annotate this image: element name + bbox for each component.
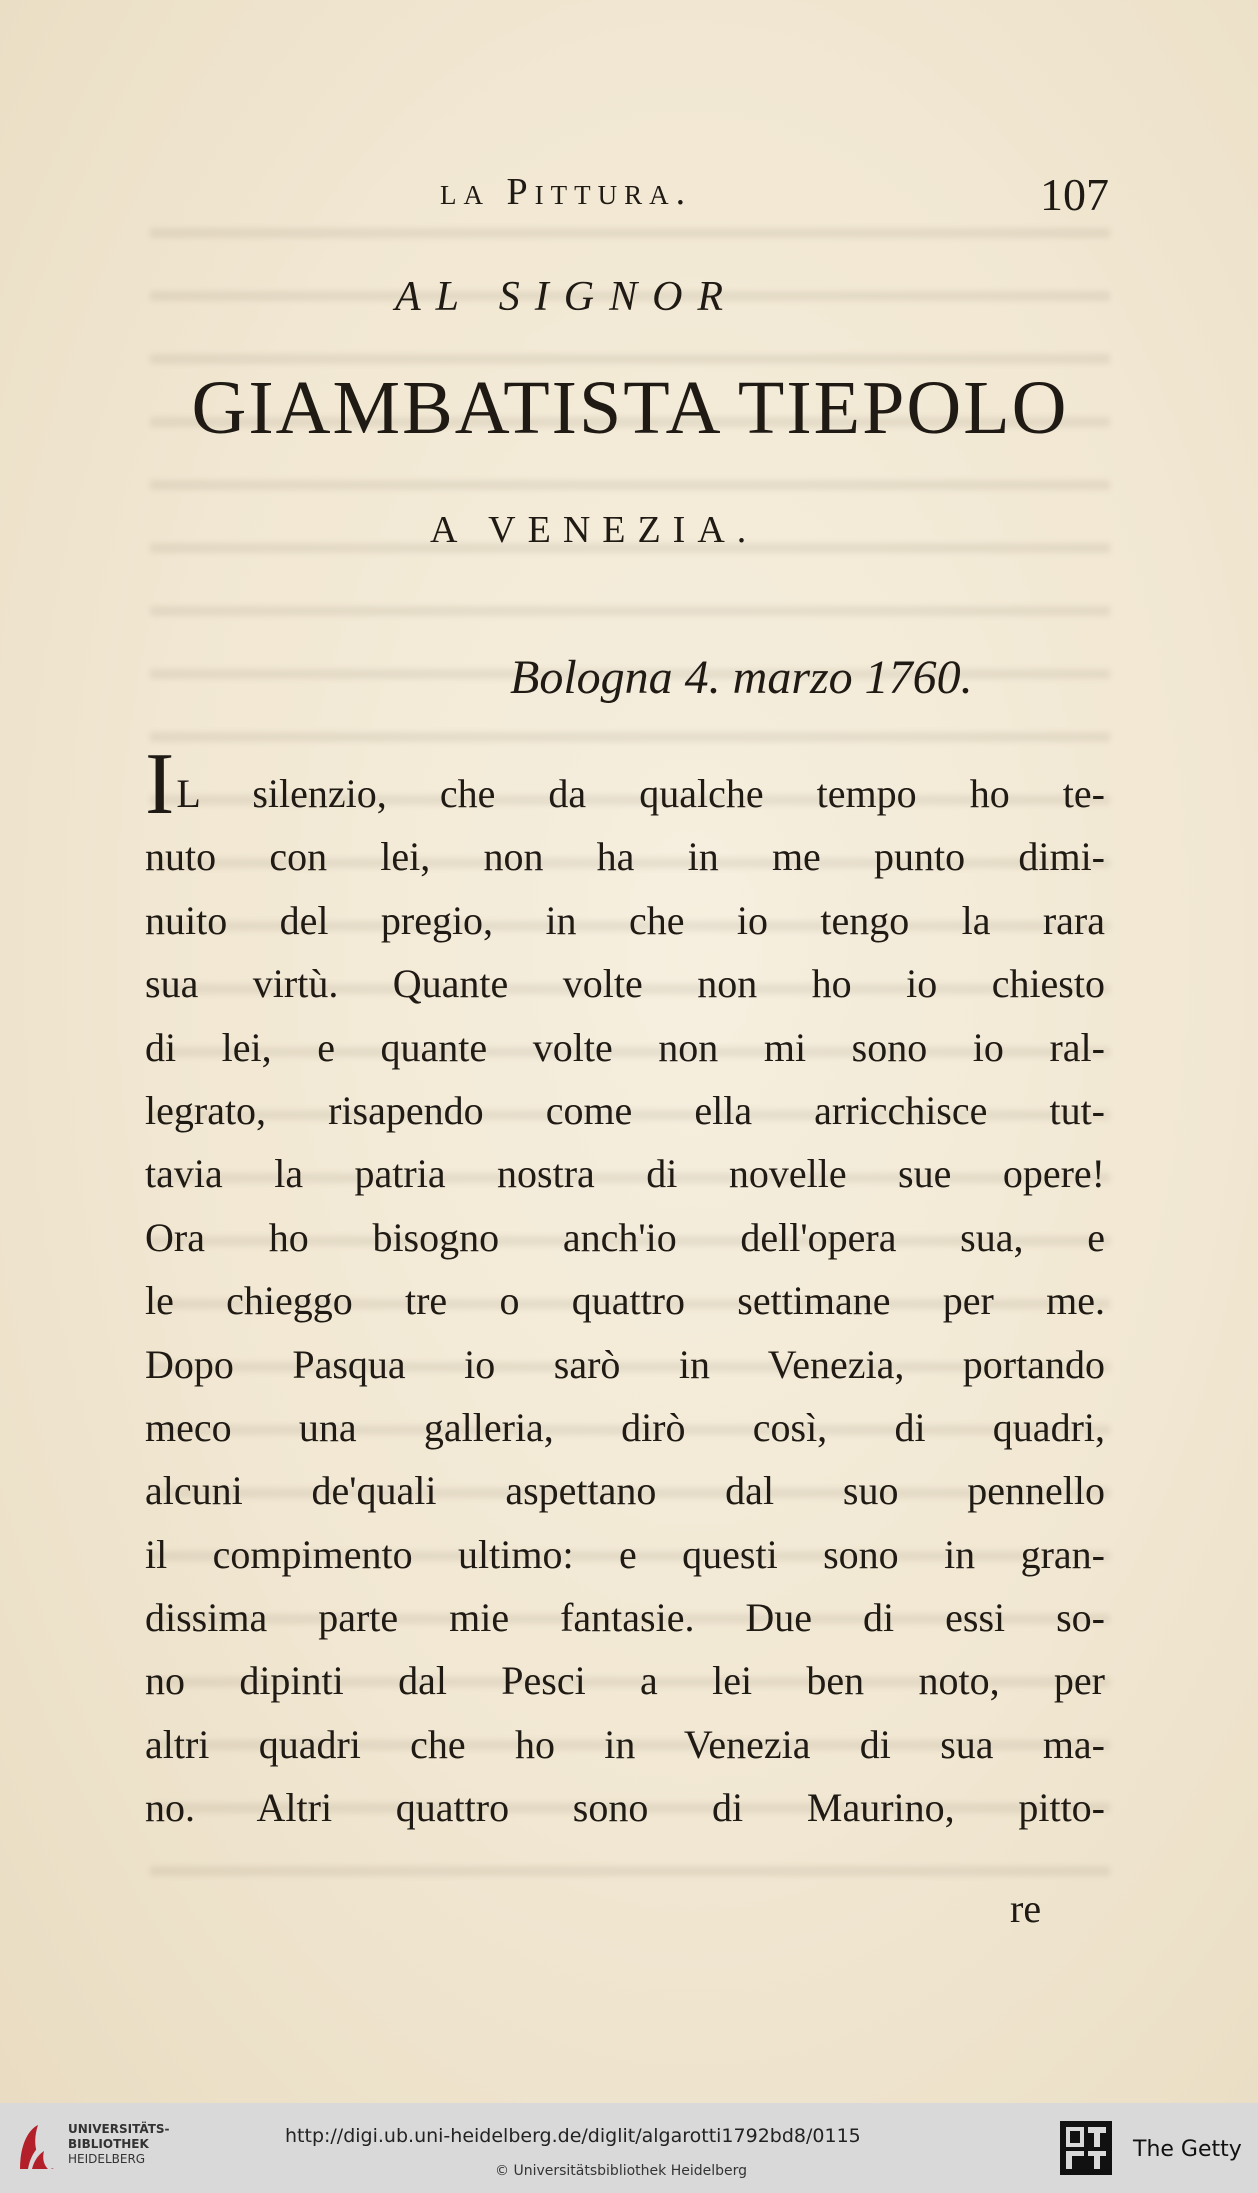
text-line: nuito del pregio, in che io tengo la rara (145, 897, 1105, 943)
viewer-footer (0, 2103, 1258, 2193)
library-name: UNIVERSITÄTS- BIBLIOTHEK HEIDELBERG (68, 2122, 170, 2166)
text-line: meco una galleria, dirò così, di quadri, (145, 1404, 1105, 1450)
dedication-line: AL SIGNOR (395, 274, 739, 320)
text-line: Dopo Pasqua io sarò in Venezia, portando (145, 1341, 1105, 1387)
text-line: no dipinti dal Pesci a lei ben noto, per (145, 1658, 1105, 1704)
letter-body (145, 736, 1105, 1840)
university-library-logo-icon (14, 2119, 60, 2175)
recipient-city: A VENEZIA. (430, 509, 759, 551)
text-line: di lei, e quante volte non mi sono io ral- (145, 1024, 1105, 1070)
drop-cap: I (145, 736, 175, 833)
text-line: Ora ho bisogno anch'io dell'opera sua, e (145, 1214, 1105, 1260)
text-line: altri quadri che ho in Venezia di sua ma- (145, 1721, 1105, 1767)
getty-logo-icon (1058, 2119, 1114, 2177)
text-line: le chieggo tre o quattro settimane per me. (145, 1278, 1105, 1324)
running-title: la Pittura. (440, 171, 693, 213)
text-line: legrato, risapendo come ella arricchisce tut- (145, 1087, 1105, 1133)
text-line: tavia la patria nostra di novelle sue opere! (145, 1151, 1105, 1197)
copyright-notice: © Universitätsbibliothek Heidelberg (495, 2163, 748, 2179)
letter-dateline: Bologna 4. marzo 1760. (510, 651, 973, 704)
text-line: nuto con lei, non ha in me punto dimi- (145, 834, 1105, 880)
text-line: il compimento ultimo: e questi sono in gran- (145, 1531, 1105, 1577)
text-line: no. Altri quattro sono di Maurino, pitto- (145, 1785, 1105, 1831)
partner-name: The Getty (1133, 2137, 1242, 2162)
text-line: IL silenzio, che da qualche tempo ho te- (145, 736, 1105, 833)
text-line: alcuni de'quali aspettano dal suo pennello (145, 1468, 1105, 1514)
text-line: dissima parte mie fantasie. Due di essi so- (145, 1595, 1105, 1641)
permalink-url[interactable]: http://digi.ub.uni-heidelberg.de/diglit/algarotti1792bd8/0115 (285, 2125, 861, 2147)
page-number: 107 (1040, 169, 1109, 220)
text-line: sua virtù. Quante volte non ho io chiesto (145, 961, 1105, 1007)
catchword: re (1010, 1886, 1042, 1931)
recipient-name: GIAMBATISTA TIEPOLO (191, 366, 1069, 450)
